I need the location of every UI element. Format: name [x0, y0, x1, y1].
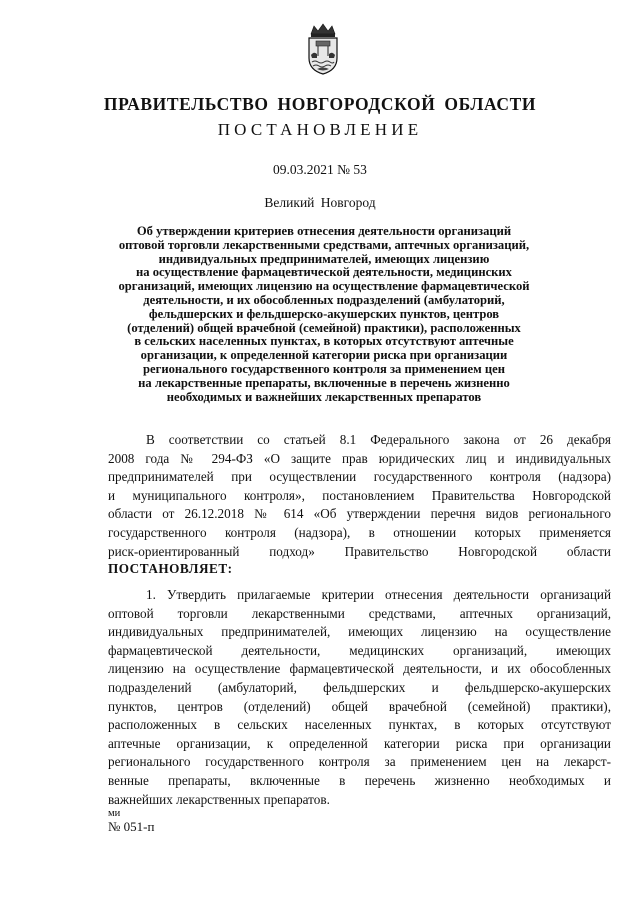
subject-line: фельдшерских и фельдшерско-акушерских пунктов, центров [148, 306, 500, 321]
footer-document-number: № 051-п [108, 819, 155, 834]
subject-line: в сельских населенных пунктах, в которых отсутствуют аптечные [134, 334, 514, 349]
subject-line: оптовой торговли лекарственными средствами, аптечных организаций, [118, 237, 530, 252]
subject-line: (отделений) общей врачебной (семейной) практики), расположенных [127, 320, 521, 335]
subject-line: необходимых и важнейших лекарственных препаратов [166, 389, 482, 404]
preamble-paragraph [108, 431, 611, 561]
novgorod-coat-of-arms-icon [303, 22, 343, 76]
preamble-line: области от 26.12.2018 № 614 «Об утверждении перечня видов регионального [108, 506, 611, 522]
document-subject [108, 225, 540, 404]
item-1-line: регионального государственного контроля за применением цен на лекарст- [108, 754, 611, 770]
item-1-line: важнейших лекарственных препаратов. [108, 791, 330, 807]
subject-line: организаций, имеющих лицензию на осуществление фармацевтической [118, 279, 530, 294]
item-1-line: расположенных в сельских населенных пунктах, в которых отсутствуют [108, 717, 611, 733]
subject-line: на лекарственные препараты, включенные в перечень жизненно [138, 375, 510, 390]
item-1-line: 1. Утвердить прилагаемые критерии отнесения деятельности организаций [146, 587, 611, 602]
item-1-line: фармацевтической деятельности, медицинских организаций, имеющих [108, 642, 611, 658]
subject-line: организации, к определенной категории риска при организации [140, 348, 508, 363]
subject-line: Об утверждении критериев отнесения деятельности организаций [136, 224, 512, 238]
resolves-heading: ПОСТАНОВЛЯЕТ: [108, 561, 233, 576]
government-name: ПРАВИТЕЛЬСТВО НОВГОРОДСКОЙ ОБЛАСТИ [103, 94, 537, 114]
item-1-paragraph [108, 586, 611, 809]
item-1-line: оптовой торговли лекарственными средствами, аптечных организаций, [108, 605, 611, 621]
subject-line: индивидуальных предпринимателей, имеющих лицензию [158, 251, 490, 266]
item-1-line: венные препараты, включенные в перечень жизненно необходимых и [108, 772, 611, 788]
document-city: Великий Новгород [264, 195, 376, 210]
item-1-line: лицензию на осуществление фармацевтической деятельности, и их обособленных [108, 661, 611, 677]
item-1-line: индивидуальных предпринимателей, имеющих лицензию на осуществление [108, 624, 611, 640]
item-1-line: пунктов, центров (отделений) общей врачебной (семейной) практики), [108, 698, 611, 714]
item-1-line: аптечные организации, к определенной категории риска при организации [108, 735, 611, 751]
footer-initials: ми [108, 808, 121, 819]
subject-line: регионального государственного контроля за применением цен [143, 361, 505, 376]
item-1-line: подразделений (амбулаторий, фельдшерских и фельдшерско-акушерских [108, 679, 611, 695]
document-type: ПОСТАНОВЛЕНИЕ [217, 120, 423, 139]
document-date-number: 09.03.2021 № 53 [273, 162, 367, 177]
subject-line: деятельности, и их обособленных подразделений (амбулаторий, [143, 292, 505, 307]
preamble-line: предпринимателей при осуществлении государственного контроля (надзора) [108, 469, 611, 485]
preamble-line: 2008 года № 294-ФЗ «О защите прав юридических лиц и индивидуальных [108, 450, 611, 466]
preamble-line: В соответствии со статьей 8.1 Федерального закона от 26 декабря [146, 432, 611, 447]
subject-line: на осуществление фармацевтической деятельности, медицинских [136, 265, 512, 280]
preamble-line: и муниципального контроля», постановлением Правительства Новгородской [108, 487, 611, 503]
preamble-line: государственного контроля (надзора), в отношении которых применяется [108, 524, 611, 540]
preamble-line: риск-ориентированный подход» Правительство Новгородской области [108, 543, 611, 559]
